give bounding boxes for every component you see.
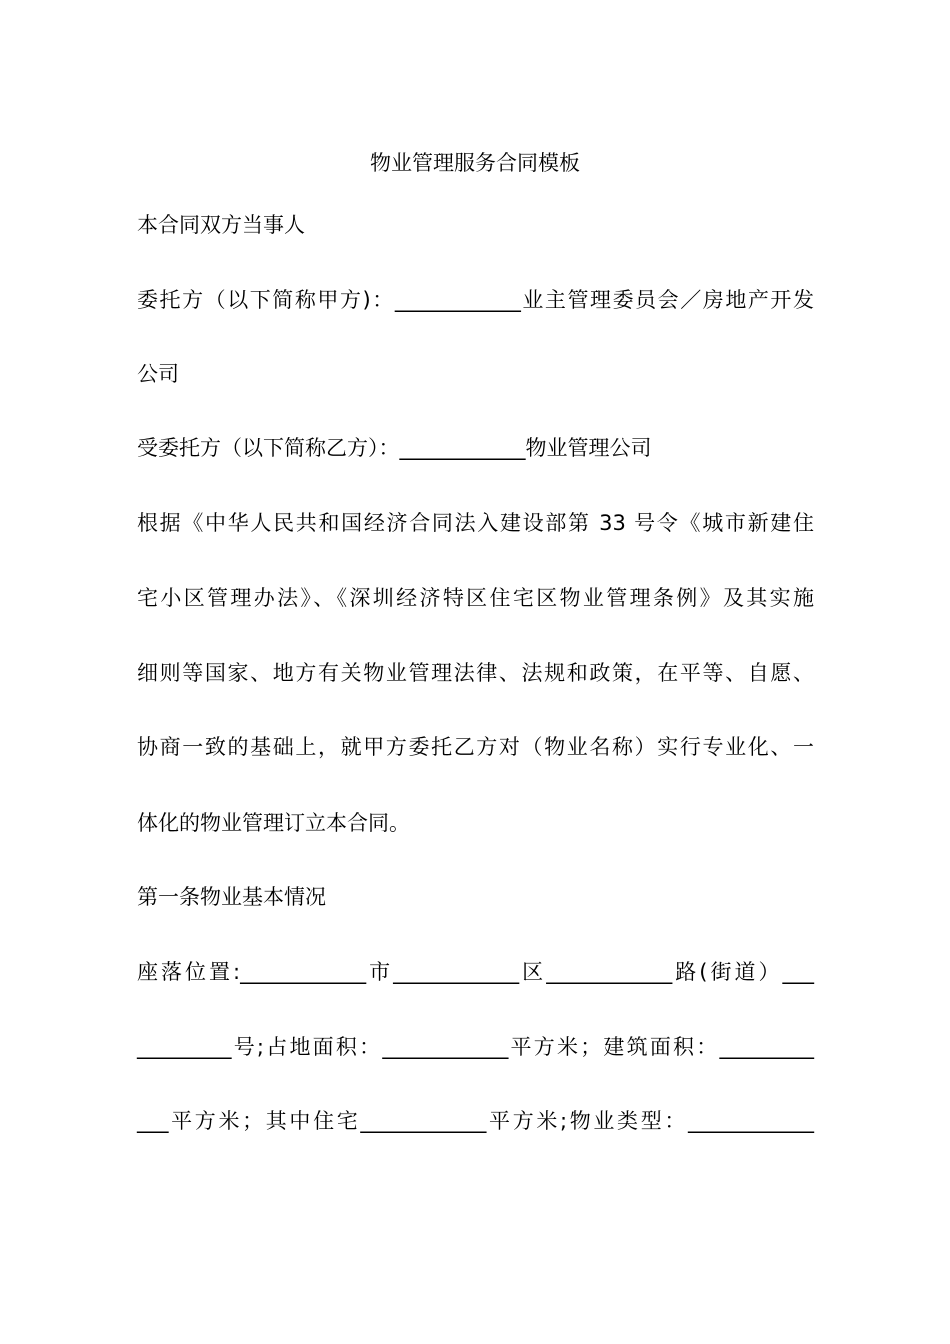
preamble-line-5: 体化的物业管理订立本合同。 xyxy=(137,811,410,835)
article-1-heading: 第一条物业基本情况 xyxy=(137,885,326,909)
trustee-party-line: 受委托方（以下简称乙方）：____________物业管理公司 xyxy=(137,436,652,460)
parties-heading: 本合同双方当事人 xyxy=(137,213,305,237)
client-party-line-cont: 公司 xyxy=(137,362,179,386)
property-info-line-3: ___平方米；其中住宅____________平方米;物业类型：____________ xyxy=(137,1109,814,1133)
preamble-line-1: 根据《中华人民共和国经济合同法入建设部第 33 号令《城市新建住 xyxy=(137,511,814,535)
document-title: 物业管理服务合同模板 xyxy=(370,151,580,175)
preamble-line-2: 宅小区管理办法》、《深圳经济特区住宅区物业管理条例》及其实施 xyxy=(137,586,814,610)
preamble-line-3: 细则等国家、地方有关物业管理法律、法规和政策，在平等、自愿、 xyxy=(137,661,814,685)
client-party-line: 委托方（以下简称甲方)：____________业主管理委员会／房地产开发 xyxy=(137,288,814,312)
preamble-line-4: 协商一致的基础上，就甲方委托乙方对（物业名称）实行专业化、一 xyxy=(137,735,814,759)
property-info-line-2: _________号;占地面积：____________平方米；建筑面积：_________ xyxy=(137,1035,814,1059)
property-info-line-1: 座落位置:____________市____________区____________路(街道）___ xyxy=(137,960,814,984)
